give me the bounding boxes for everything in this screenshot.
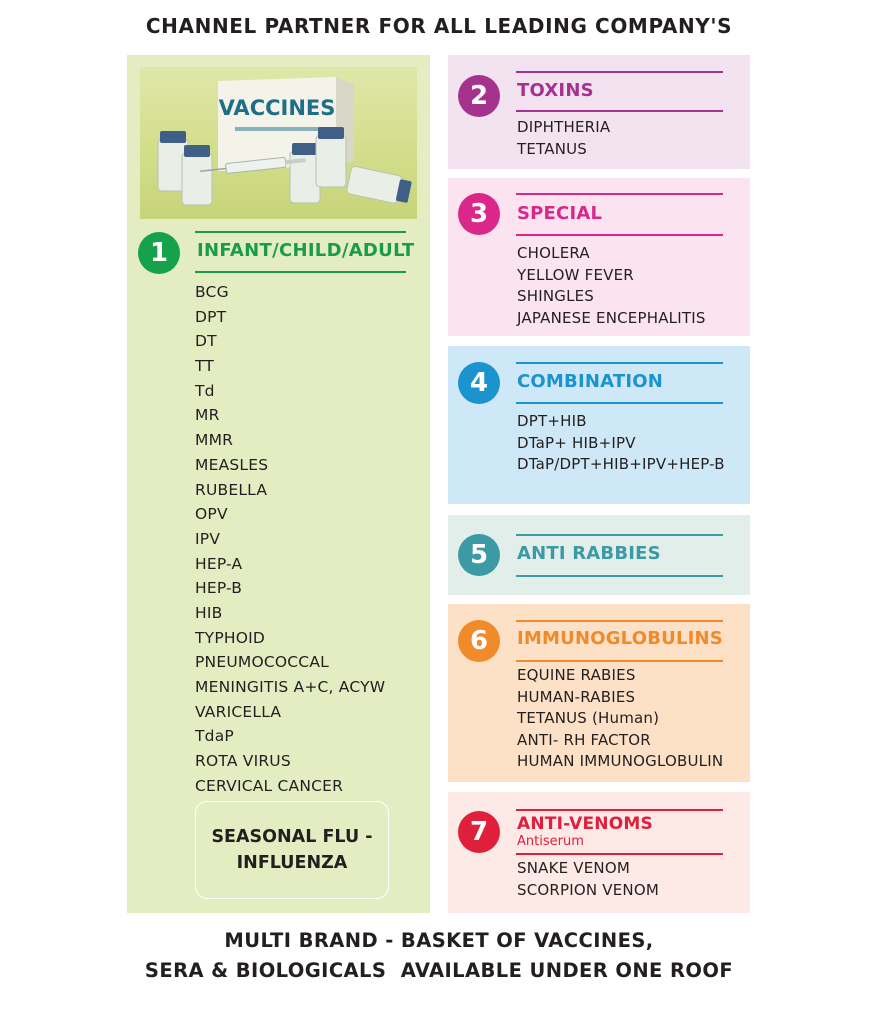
card-bottom-rule (516, 402, 723, 404)
footer-line-2: SERA & BIOLOGICALS AVAILABLE UNDER ONE ROOF (144, 959, 734, 982)
section-6-number: 6 (458, 620, 500, 662)
list-item: DT (195, 332, 217, 351)
footer-line-1: MULTI BRAND - BASKET OF VACCINES, (224, 929, 654, 952)
list-item: ROTA VIRUS (195, 752, 291, 771)
list-item: ANTI- RH FACTOR (517, 730, 651, 749)
section-6-title: IMMUNOGLOBULINS (517, 628, 723, 649)
section-1-title: INFANT/CHILD/ADULT (197, 240, 415, 261)
page-title: CHANNEL PARTNER FOR ALL LEADING COMPANY'S (145, 14, 733, 38)
section-7-number: 7 (458, 811, 500, 853)
combination-list (517, 411, 725, 476)
list-item: SCORPION VENOM (517, 880, 659, 899)
card-top-rule (516, 193, 723, 195)
list-item: CHOLERA (517, 244, 590, 262)
section-3-number: 3 (458, 193, 500, 235)
list-item: BCG (195, 283, 229, 301)
toxins-card (448, 55, 750, 169)
list-item: HUMAN IMMUNOGLOBULIN (517, 752, 724, 770)
list-item: Td (195, 381, 215, 400)
card-bottom-rule (516, 853, 723, 855)
combination-card (448, 346, 750, 504)
immunoglobulins-card (448, 604, 750, 782)
list-item: DTaP/DPT+HIB+IPV+HEP-B (517, 455, 725, 473)
list-item: VARICELLA (195, 702, 282, 721)
section-7-title: ANTI-VENOMS (517, 814, 653, 834)
list-item: HUMAN-RABIES (517, 687, 636, 706)
left-title-top-rule (195, 231, 406, 233)
list-item: IPV (195, 529, 221, 548)
list-item: RUBELLA (195, 480, 268, 499)
list-item: PNEUMOCOCCAL (195, 653, 329, 672)
card-top-rule (516, 620, 723, 622)
section-5-number: 5 (458, 534, 500, 576)
infant-child-adult-panel (127, 55, 430, 913)
left-title-bottom-rule (195, 271, 406, 273)
list-item: TYPHOID (195, 628, 266, 647)
anti-rabbies-card (448, 515, 750, 595)
list-item: DPT+HIB (517, 412, 587, 430)
flu-box-line-1: SEASONAL FLU - (211, 827, 373, 847)
list-item: DIPHTHERIA (517, 118, 611, 136)
list-item: HEP-A (195, 554, 243, 573)
card-bottom-rule (516, 110, 723, 112)
list-item: YELLOW FEVER (517, 265, 634, 284)
special-card (448, 178, 750, 336)
list-item: HEP-B (195, 579, 243, 598)
seasonal-flu-box (195, 801, 389, 899)
section-3-title: SPECIAL (517, 203, 603, 224)
list-item: OPV (195, 505, 228, 524)
card-bottom-rule (516, 234, 723, 236)
list-item: TdaP (195, 727, 234, 746)
list-item: CERVICAL CANCER (195, 776, 344, 795)
section-5-title: ANTI RABBIES (517, 543, 661, 564)
list-item: MEASLES (195, 455, 269, 474)
card-top-rule (516, 534, 723, 536)
toxins-list (517, 117, 610, 160)
flu-box-line-2: INFLUENZA (236, 853, 348, 873)
section-4-number: 4 (458, 362, 500, 404)
list-item: TETANUS (Human) (517, 709, 660, 727)
card-top-rule (516, 362, 723, 364)
infant-vaccine-list (195, 280, 385, 798)
footer-tagline (0, 926, 878, 986)
list-item: JAPANESE ENCEPHALITIS (517, 308, 706, 327)
list-item: HIB (195, 603, 223, 622)
list-item: EQUINE RABIES (517, 666, 636, 684)
list-item: SNAKE VENOM (517, 859, 630, 877)
section-1-number: 1 (138, 232, 180, 274)
anti-venoms-list (517, 858, 659, 901)
list-item: MENINGITIS A+C, ACYW (195, 678, 386, 696)
vaccines-product-image (140, 67, 417, 219)
list-item: DTaP+ HIB+IPV (517, 433, 636, 452)
list-item: MMR (195, 431, 234, 450)
vaccines-box-label: VACCINES (218, 96, 336, 120)
special-list (517, 243, 706, 329)
anti-venoms-card (448, 792, 750, 913)
section-7-subtitle: Antiserum (517, 834, 584, 849)
card-top-rule (516, 71, 723, 73)
list-item: TT (195, 357, 215, 376)
card-bottom-rule (516, 660, 723, 662)
list-item: DPT (195, 307, 227, 326)
card-bottom-rule (516, 575, 723, 577)
immunoglobulins-list (517, 665, 723, 773)
card-top-rule (516, 809, 723, 811)
section-2-number: 2 (458, 75, 500, 117)
section-4-title: COMBINATION (517, 371, 663, 392)
list-item: MR (195, 406, 220, 425)
list-item: SHINGLES (517, 287, 595, 305)
list-item: TETANUS (517, 139, 588, 158)
section-2-title: TOXINS (517, 80, 594, 101)
